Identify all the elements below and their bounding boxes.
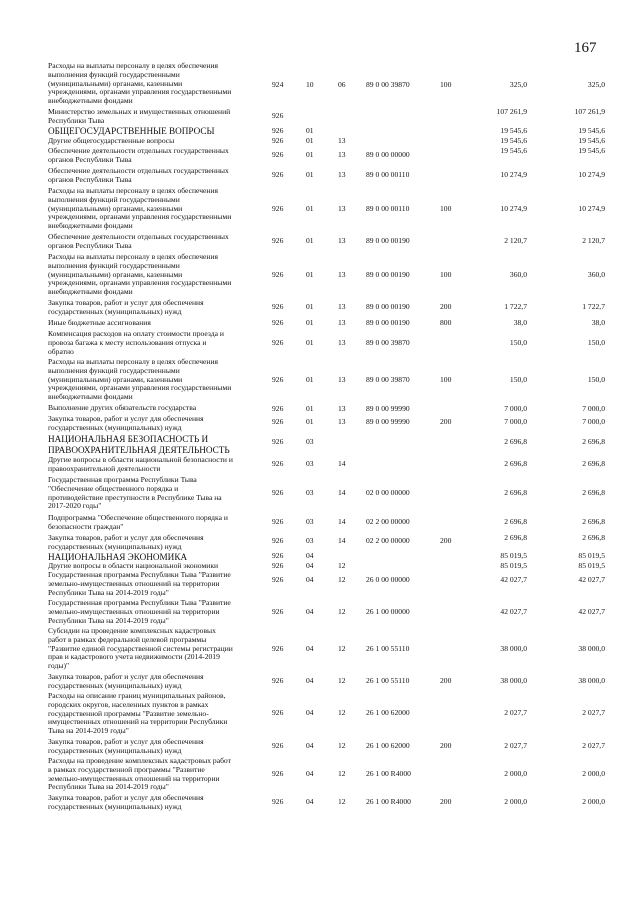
row-sum2: 107 261,9 xyxy=(574,107,605,116)
row-gr: 926 xyxy=(272,517,284,526)
table-row xyxy=(0,456,640,476)
row-sum1: 19 545,6 xyxy=(500,146,527,155)
row-sum2: 19 545,6 xyxy=(578,136,605,145)
row-rz: 01 xyxy=(306,136,314,145)
row-sum1: 150,0 xyxy=(509,338,527,347)
table-row xyxy=(0,692,640,738)
row-cs: 26 1 00 55110 xyxy=(366,644,410,653)
row-cs: 89 0 00 39870 xyxy=(366,338,410,347)
budget-table xyxy=(0,62,640,814)
row-vr: 800 xyxy=(440,318,452,327)
row-gr: 926 xyxy=(272,561,284,570)
row-sum1: 2 696,8 xyxy=(504,517,527,526)
row-rz: 03 xyxy=(306,459,314,468)
row-sum1: 85 019,5 xyxy=(500,561,527,570)
row-name: Расходы на выплаты персоналу в целях обеспечения выполнения функций государственными (муниципальными) органами, казенными учреждениями, органами управления государственными внебюджетными фондами xyxy=(48,186,232,231)
row-rz: 04 xyxy=(306,676,314,685)
row-name: Иные бюджетные ассигнования xyxy=(48,318,151,327)
row-name: Закупка товаров, работ и услуг для обеспечения государственных (муниципальных) нужд xyxy=(48,298,204,316)
table-row xyxy=(0,253,640,299)
row-name: Государственная программа Республики Тыва "Развитие земельно-имущественных отношений на территории Республики Тыва на 2014-2019 годы" xyxy=(48,570,231,597)
row-sum1: 10 274,9 xyxy=(500,204,527,213)
row-rz: 01 xyxy=(306,318,314,327)
row-rz: 01 xyxy=(306,375,314,384)
table-row xyxy=(0,757,640,794)
row-pr: 13 xyxy=(338,338,346,347)
row-gr: 926 xyxy=(272,459,284,468)
row-name: НАЦИОНАЛЬНАЯ БЕЗОПАСНОСТЬ И ПРАВООХРАНИТЕЛЬНАЯ ДЕЯТЕЛЬНОСТЬ xyxy=(48,434,230,455)
table-row xyxy=(0,62,640,108)
row-sum1: 2 000,0 xyxy=(504,797,527,806)
row-sum2: 7 000,0 xyxy=(582,417,605,426)
table-row xyxy=(0,738,640,757)
table-row xyxy=(0,514,640,534)
row-rz: 04 xyxy=(306,551,314,560)
row-name: Выполнение других обязательств государства xyxy=(48,403,197,412)
row-sum2: 2 027,7 xyxy=(582,708,605,717)
row-pr: 13 xyxy=(338,302,346,311)
row-gr: 926 xyxy=(272,302,284,311)
row-gr: 926 xyxy=(272,644,284,653)
row-sum1: 38,0 xyxy=(513,318,527,327)
row-cs: 02 2 00 00000 xyxy=(366,536,410,545)
row-sum2: 42 027,7 xyxy=(578,607,605,616)
row-rz: 01 xyxy=(306,204,314,213)
row-cs: 02 2 00 00000 xyxy=(366,517,410,526)
row-cs: 26 1 00 00000 xyxy=(366,607,410,616)
row-sum2: 19 545,6 xyxy=(578,146,605,155)
row-rz: 04 xyxy=(306,797,314,806)
row-pr: 13 xyxy=(338,270,346,279)
page-number: 167 xyxy=(574,40,597,56)
row-sum1: 42 027,7 xyxy=(500,575,527,584)
row-cs: 26 1 00 R4000 xyxy=(366,797,411,806)
row-vr: 200 xyxy=(440,797,452,806)
row-sum1: 19 545,6 xyxy=(500,136,527,145)
row-vr: 200 xyxy=(440,536,452,545)
row-rz: 03 xyxy=(306,437,314,446)
row-sum2: 2 120,7 xyxy=(582,236,605,245)
row-gr: 924 xyxy=(272,80,284,89)
row-vr: 200 xyxy=(440,302,452,311)
row-pr: 12 xyxy=(338,769,346,778)
row-rz: 03 xyxy=(306,536,314,545)
row-gr: 926 xyxy=(272,417,284,426)
row-gr: 926 xyxy=(272,536,284,545)
row-pr: 12 xyxy=(338,741,346,750)
row-cs: 89 0 00 99990 xyxy=(366,404,410,413)
row-rz: 03 xyxy=(306,517,314,526)
row-name: Закупка товаров, работ и услуг для обеспечения государственных (муниципальных) нужд xyxy=(48,533,204,551)
row-name: Закупка товаров, работ и услуг для обеспечения государственных (муниципальных) нужд xyxy=(48,672,204,690)
row-rz: 01 xyxy=(306,126,314,135)
row-gr: 926 xyxy=(272,741,284,750)
row-pr: 13 xyxy=(338,417,346,426)
row-pr: 13 xyxy=(338,236,346,245)
row-vr: 100 xyxy=(440,80,452,89)
row-name: Другие вопросы в области национальной экономики xyxy=(48,561,219,570)
row-name: Расходы на выплаты персоналу в целях обеспечения выполнения функций государственными (муниципальными) органами, казенными учреждениями, органами управления государственными внебюджетными фондами xyxy=(48,61,232,106)
row-gr: 926 xyxy=(272,338,284,347)
row-name: Расходы на выплаты персоналу в целях обеспечения выполнения функций государственными (муниципальными) органами, казенными учреждениями, органами управления государственными внебюджетными фондами xyxy=(48,252,232,297)
row-name: Другие общегосударственные вопросы xyxy=(48,136,175,145)
row-sum2: 85 019,5 xyxy=(578,551,605,560)
table-row xyxy=(0,794,640,814)
row-sum1: 38 000,0 xyxy=(500,676,527,685)
row-sum2: 1 722,7 xyxy=(582,302,605,311)
row-sum1: 38 000,0 xyxy=(500,644,527,653)
row-name: НАЦИОНАЛЬНАЯ ЭКОНОМИКА xyxy=(48,552,188,562)
table-row xyxy=(0,415,640,434)
row-sum2: 2 027,7 xyxy=(582,741,605,750)
row-gr: 926 xyxy=(272,437,284,446)
row-gr: 926 xyxy=(272,126,284,135)
table-row xyxy=(0,358,640,404)
row-gr: 926 xyxy=(272,676,284,685)
row-gr: 926 xyxy=(272,708,284,717)
row-cs: 89 0 00 00000 xyxy=(366,150,410,159)
row-cs: 02 0 00 00000 xyxy=(366,488,410,497)
row-gr: 926 xyxy=(272,204,284,213)
table-row xyxy=(0,167,640,187)
row-name: Подпрограмма "Обеспечение общественного порядка и безопасности граждан" xyxy=(48,513,228,531)
row-pr: 13 xyxy=(338,136,346,145)
row-cs: 89 0 00 00190 xyxy=(366,236,410,245)
row-sum2: 10 274,9 xyxy=(578,204,605,213)
row-gr: 926 xyxy=(272,170,284,179)
row-sum1: 150,0 xyxy=(509,375,527,384)
table-row xyxy=(0,187,640,233)
row-gr: 926 xyxy=(272,318,284,327)
row-sum2: 2 696,8 xyxy=(582,459,605,468)
row-cs: 89 0 00 99990 xyxy=(366,417,410,426)
table-row xyxy=(0,108,640,126)
table-row xyxy=(0,299,640,319)
row-vr: 100 xyxy=(440,204,452,213)
row-sum2: 150,0 xyxy=(587,375,605,384)
row-rz: 04 xyxy=(306,644,314,653)
row-pr: 13 xyxy=(338,170,346,179)
row-sum2: 2 000,0 xyxy=(582,797,605,806)
row-name: Обеспечение деятельности отдельных государственных органов Республики Тыва xyxy=(48,166,229,184)
row-vr: 100 xyxy=(440,270,452,279)
table-row xyxy=(0,147,640,167)
row-rz: 04 xyxy=(306,575,314,584)
row-vr: 200 xyxy=(440,676,452,685)
row-sum1: 7 000,0 xyxy=(504,404,527,413)
table-row xyxy=(0,434,640,456)
row-sum1: 2 696,8 xyxy=(504,488,527,497)
row-rz: 01 xyxy=(306,150,314,159)
row-name: Расходы на выплаты персоналу в целях обеспечения выполнения функций государственными (муниципальными) органами, казенными учреждениями, органами управления государственными внебюджетными фондами xyxy=(48,357,232,402)
row-sum2: 2 696,8 xyxy=(582,533,605,542)
row-sum1: 1 722,7 xyxy=(504,302,527,311)
row-cs: 89 0 00 39870 xyxy=(366,375,410,384)
row-cs: 89 0 00 39870 xyxy=(366,80,410,89)
row-pr: 12 xyxy=(338,575,346,584)
row-name: Субсидии на проведение комплексных кадастровых работ в рамках федеральной целевой программы "Развитие единой государственной системы регистрации прав и кадастрового учета недвижимости (2014-2019 годы)" xyxy=(48,626,233,671)
row-name: Закупка товаров, работ и услуг для обеспечения государственных (муниципальных) нужд xyxy=(48,737,204,755)
row-name: Компенсация расходов на оплату стоимости проезда и провоза багажа к месту использования отпуска и обратно xyxy=(48,329,224,356)
row-cs: 89 0 00 00190 xyxy=(366,302,410,311)
table-row xyxy=(0,627,640,673)
row-cs: 89 0 00 00110 xyxy=(366,170,410,179)
row-sum1: 7 000,0 xyxy=(504,417,527,426)
row-sum1: 360,0 xyxy=(509,270,527,279)
row-sum1: 2 027,7 xyxy=(504,708,527,717)
row-rz: 04 xyxy=(306,769,314,778)
row-cs: 26 1 00 R4000 xyxy=(366,769,411,778)
row-sum1: 19 545,6 xyxy=(500,126,527,135)
row-sum1: 2 120,7 xyxy=(504,236,527,245)
row-rz: 04 xyxy=(306,741,314,750)
row-pr: 14 xyxy=(338,517,346,526)
row-sum2: 360,0 xyxy=(587,270,605,279)
table-row xyxy=(0,673,640,692)
row-sum1: 107 261,9 xyxy=(496,107,527,116)
row-name: Закупка товаров, работ и услуг для обеспечения государственных (муниципальных) нужд xyxy=(48,414,204,432)
row-sum1: 2 000,0 xyxy=(504,769,527,778)
row-cs: 26 1 00 55110 xyxy=(366,676,410,685)
row-gr: 926 xyxy=(272,575,284,584)
row-gr: 926 xyxy=(272,270,284,279)
row-name: Обеспечение деятельности отдельных государственных органов Республики Тыва xyxy=(48,146,229,164)
row-pr: 14 xyxy=(338,459,346,468)
row-name: Министерство земельных и имущественных отношений Республики Тыва xyxy=(48,107,231,125)
row-rz: 01 xyxy=(306,338,314,347)
table-row xyxy=(0,571,640,599)
row-sum1: 325,0 xyxy=(509,80,527,89)
table-row xyxy=(0,599,640,627)
row-cs: 89 0 00 00190 xyxy=(366,270,410,279)
row-gr: 926 xyxy=(272,136,284,145)
row-sum1: 2 027,7 xyxy=(504,741,527,750)
row-rz: 04 xyxy=(306,708,314,717)
row-sum2: 10 274,9 xyxy=(578,170,605,179)
row-vr: 100 xyxy=(440,375,452,384)
row-gr: 926 xyxy=(272,769,284,778)
row-pr: 12 xyxy=(338,561,346,570)
row-rz: 03 xyxy=(306,488,314,497)
row-sum2: 325,0 xyxy=(587,80,605,89)
row-pr: 12 xyxy=(338,676,346,685)
row-sum2: 42 027,7 xyxy=(578,575,605,584)
row-gr: 926 xyxy=(272,236,284,245)
row-vr: 200 xyxy=(440,741,452,750)
row-sum2: 2 696,8 xyxy=(582,517,605,526)
row-sum2: 2 696,8 xyxy=(582,437,605,446)
row-rz: 01 xyxy=(306,170,314,179)
row-cs: 26 1 00 62000 xyxy=(366,741,410,750)
row-sum2: 2 696,8 xyxy=(582,488,605,497)
row-gr: 926 xyxy=(272,404,284,413)
row-vr: 200 xyxy=(440,417,452,426)
row-sum2: 7 000,0 xyxy=(582,404,605,413)
row-gr: 926 xyxy=(272,111,284,120)
table-row xyxy=(0,476,640,514)
row-cs: 26 0 00 00000 xyxy=(366,575,410,584)
row-pr: 12 xyxy=(338,708,346,717)
row-pr: 12 xyxy=(338,644,346,653)
row-sum2: 150,0 xyxy=(587,338,605,347)
row-sum1: 85 019,5 xyxy=(500,551,527,560)
row-rz: 01 xyxy=(306,417,314,426)
row-sum2: 38 000,0 xyxy=(578,676,605,685)
row-name: Другие вопросы в области национальной безопасности и правоохранительной деятельности xyxy=(48,455,233,473)
row-sum2: 38 000,0 xyxy=(578,644,605,653)
row-cs: 89 0 00 00190 xyxy=(366,318,410,327)
row-gr: 926 xyxy=(272,150,284,159)
row-cs: 89 0 00 00110 xyxy=(366,204,410,213)
row-pr: 12 xyxy=(338,797,346,806)
row-name: Закупка товаров, работ и услуг для обеспечения государственных (муниципальных) нужд xyxy=(48,793,204,811)
row-sum1: 10 274,9 xyxy=(500,170,527,179)
row-name: ОБЩЕГОСУДАРСТВЕННЫЕ ВОПРОСЫ xyxy=(48,126,215,136)
row-pr: 13 xyxy=(338,150,346,159)
row-rz: 01 xyxy=(306,236,314,245)
row-rz: 01 xyxy=(306,404,314,413)
row-rz: 04 xyxy=(306,561,314,570)
row-sum1: 2 696,8 xyxy=(504,533,527,542)
row-rz: 10 xyxy=(306,80,314,89)
row-pr: 13 xyxy=(338,204,346,213)
row-pr: 14 xyxy=(338,488,346,497)
row-sum2: 2 000,0 xyxy=(582,769,605,778)
row-pr: 12 xyxy=(338,607,346,616)
row-sum1: 2 696,8 xyxy=(504,459,527,468)
row-gr: 926 xyxy=(272,607,284,616)
row-sum2: 85 019,5 xyxy=(578,561,605,570)
row-sum1: 42 027,7 xyxy=(500,607,527,616)
row-name: Государственная программа Республики Тыва "Развитие земельно-имущественных отношений на территории Республики Тыва на 2014-2019 годы" xyxy=(48,598,231,625)
row-rz: 01 xyxy=(306,270,314,279)
row-pr: 13 xyxy=(338,318,346,327)
row-name: Расходы на проведение комплексных кадастровых работ в рамках государственной программы "Развитие земельно-имущественных отношений на территории Республики Тыва на 2014-2019 годы" xyxy=(48,756,231,792)
row-pr: 14 xyxy=(338,536,346,545)
table-row xyxy=(0,534,640,552)
row-sum1: 2 696,8 xyxy=(504,437,527,446)
row-rz: 04 xyxy=(306,607,314,616)
row-gr: 926 xyxy=(272,488,284,497)
row-pr: 13 xyxy=(338,375,346,384)
row-name: Обеспечение деятельности отдельных государственных органов Республики Тыва xyxy=(48,232,229,250)
table-row xyxy=(0,233,640,253)
table-row xyxy=(0,330,640,358)
row-gr: 926 xyxy=(272,797,284,806)
row-name: Государственная программа Республики Тыва "Обеспечение общественного порядка и противодействие преступности в Республике Тыва на 2017-2020 годы" xyxy=(48,475,222,511)
row-pr: 13 xyxy=(338,404,346,413)
row-pr: 06 xyxy=(338,80,346,89)
row-gr: 926 xyxy=(272,375,284,384)
row-sum2: 38,0 xyxy=(591,318,605,327)
row-cs: 26 1 00 62000 xyxy=(366,708,410,717)
row-rz: 01 xyxy=(306,302,314,311)
row-sum2: 19 545,6 xyxy=(578,126,605,135)
row-gr: 926 xyxy=(272,551,284,560)
row-name: Расходы на описание границ муниципальных районов, городских округов, населенных пунктов в рамках государственной программы "Развитие земельно- имущественных отношений на территории Республики Тыва на 2014-2019 годы" xyxy=(48,691,228,736)
